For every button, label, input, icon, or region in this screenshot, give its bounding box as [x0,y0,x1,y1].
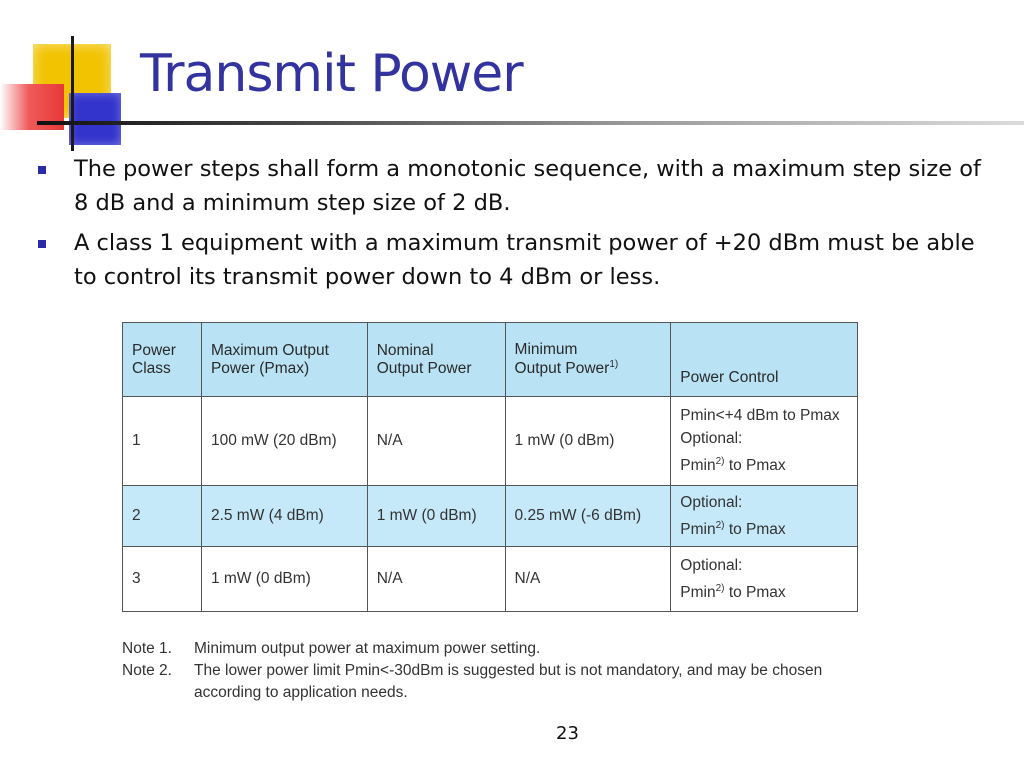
footnote-ref: 2) [715,582,725,594]
cell-nominal-output: N/A [367,397,505,486]
cell-power-control: Pmin<+4 dBm to Pmax Optional: Pmin$^{2)}$ to Pmax [671,397,858,486]
cell-power-class: 3 [123,547,202,612]
cell-nominal-output: N/A [367,547,505,612]
decorative-vertical-line [71,36,74,151]
cell-min-output: 0.25 mW (-6 dBm) [505,486,671,547]
cell-power-class: 1 [123,397,202,486]
table-row [123,397,858,486]
bullet-text: A class 1 equipment with a maximum transmit power of +20 dBm must be able to control its transmit power down to 4 dBm or less. [74,230,975,290]
cell-min-output: N/A [505,547,671,612]
note-text: Minimum output power at maximum power setting. [194,640,541,657]
bullet-item [36,226,996,294]
cell-max-output: 1 mW (0 dBm) [201,547,367,612]
note-text: The lower power limit Pmin<-30dBm is suggested but is not mandatory, and may be chosen according to application needs. [194,662,823,701]
cell-min-output: 1 mW (0 dBm) [505,397,671,486]
footnote-ref: 1) [609,358,619,370]
bullet-square-icon [38,166,46,174]
header-power-control: Power Control [671,323,858,397]
header-nominal-output: Nominal Output Power [367,323,505,397]
decorative-blue-square [69,93,121,145]
footnote-ref: 2) [715,456,725,468]
bullet-text: The power steps shall form a monotonic sequence, with a maximum step size of 8 dB and a minimum step size of 2 dB. [74,156,981,216]
header-power-class: Power Class [123,323,202,397]
cell-power-control: Optional: Pmin$^{2)}$ to Pmax [671,486,858,547]
slide-title: Transmit Power [140,44,523,104]
note-label: Note 2. [122,662,172,679]
table-header-row [123,323,858,397]
note-label: Note 1. [122,640,172,657]
footnote-ref: 2) [715,519,725,531]
table-notes [122,638,834,704]
note-item [122,660,834,704]
cell-max-output: 100 mW (20 dBm) [201,397,367,486]
header-max-output: Maximum Output Power (Pmax) [201,323,367,397]
bullet-list [36,152,996,300]
table-row [123,547,858,612]
cell-power-control: Optional: Pmin$^{2)}$ to Pmax [671,547,858,612]
table-row [123,486,858,547]
cell-power-class: 2 [123,486,202,547]
note-item [122,638,834,660]
title-underline [37,121,1024,125]
header-min-output: Minimum Output Power$^{1)}$ [505,323,671,397]
power-class-table-container [122,322,858,612]
cell-max-output: 2.5 mW (4 dBm) [201,486,367,547]
bullet-item [36,152,996,220]
bullet-square-icon [38,240,46,248]
page-number: 23 [556,723,579,744]
cell-nominal-output: 1 mW (0 dBm) [367,486,505,547]
power-class-table [122,322,858,612]
